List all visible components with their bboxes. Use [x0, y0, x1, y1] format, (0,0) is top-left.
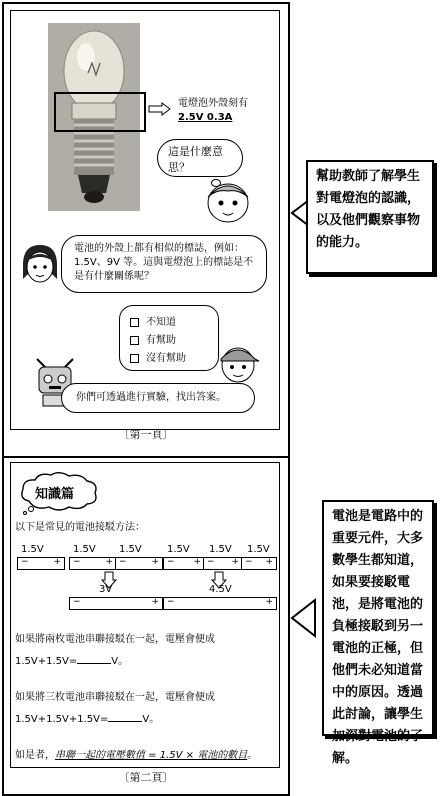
plus-terminal: +	[265, 597, 273, 607]
plus-terminal: +	[53, 557, 61, 567]
battery-voltage-label: 1.5V	[247, 544, 270, 555]
answer-blank[interactable]	[108, 721, 142, 722]
speech-bubble-question	[61, 235, 267, 293]
teacher-note-2-text: 電池是電路中的重要元件，大多數學生都知道，如果要接駁電池，是將電池的負極接駁到另一電池的正極，但他們未必知道當中的原因。透過此討論，讓學生加深對電池的了解。	[332, 509, 424, 766]
minus-terminal: −	[167, 597, 175, 607]
bulb-caption: 電燈泡外殼刻有	[178, 98, 248, 109]
speech-hint-text: 你們可透過進行實驗，找出答案。	[76, 392, 226, 403]
question-three-batteries: 如果將三枚電池串聯接駁在一起，電壓會便成	[15, 692, 215, 703]
knowledge-title: 知識篇	[35, 487, 75, 502]
plus-terminal: +	[105, 557, 113, 567]
page-1-label: 〔第一頁〕	[118, 428, 174, 441]
option-label: 有幫助	[146, 335, 176, 346]
page-2-label: 〔第二頁〕	[118, 771, 174, 784]
checkbox[interactable]	[130, 336, 139, 345]
conclusion-suffix: 。	[247, 750, 258, 761]
worksheet-page-1	[2, 2, 290, 458]
plus-terminal: +	[231, 557, 239, 567]
formula-text: 1.5V+1.5V+1.5V=	[15, 714, 109, 725]
answer-line-two	[15, 655, 128, 669]
boy-avatar	[201, 173, 255, 229]
battery-cell	[115, 557, 163, 570]
battery-voltage-label: 1.5V	[167, 544, 190, 555]
girl-avatar	[19, 243, 61, 291]
conclusion-text	[15, 749, 257, 763]
minus-terminal: −	[245, 557, 253, 567]
page-2-panel	[10, 462, 280, 768]
unit-text: V。	[111, 656, 129, 667]
battery-cell	[69, 557, 117, 570]
bulb-marking-highlight	[54, 92, 146, 132]
options-bubble	[119, 305, 219, 371]
conclusion-formula: 串聯一起的電壓數值 = 1.5V × 電池的數目	[55, 750, 248, 761]
plus-terminal: +	[151, 597, 159, 607]
pointer-arrow-icon	[148, 101, 172, 120]
battery-voltage-label: 1.5V	[119, 544, 142, 555]
battery-cell	[163, 557, 205, 570]
checkbox[interactable]	[130, 318, 139, 327]
page-1-panel	[10, 10, 280, 430]
option-label: 不知道	[146, 317, 176, 328]
battery-cell	[241, 557, 277, 570]
battery-voltage-label: 1.5V	[209, 544, 232, 555]
option-item[interactable]	[130, 350, 208, 368]
answer-blank[interactable]	[77, 663, 111, 664]
minus-terminal: −	[21, 557, 29, 567]
battery-cell	[203, 557, 243, 570]
boy-cap-avatar	[215, 339, 261, 389]
series-result-label: 3V	[99, 584, 113, 595]
minus-terminal: −	[73, 557, 81, 567]
teacher-note-1-text: 幫助教師了解學生對電燈泡的認識，以及他們觀察事物的能力。	[316, 169, 421, 250]
battery-voltage-label: 1.5V	[21, 544, 44, 555]
bulb-spec: 2.5V 0.3A	[178, 112, 233, 123]
option-label: 沒有幫助	[146, 353, 186, 364]
teacher-note-2	[322, 500, 434, 766]
unit-text: V。	[142, 714, 160, 725]
option-item[interactable]	[130, 332, 208, 350]
plus-terminal: +	[151, 557, 159, 567]
battery-voltage-label: 1.5V	[73, 544, 96, 555]
note-arrow-icon	[290, 590, 316, 650]
formula-text: 1.5V+1.5V=	[15, 656, 78, 667]
thought-bubble	[157, 139, 243, 177]
battery-cell	[17, 557, 65, 570]
minus-terminal: −	[167, 557, 175, 567]
minus-terminal: −	[119, 557, 127, 567]
combined-battery	[69, 597, 163, 610]
answer-line-three	[15, 713, 159, 727]
question-two-batteries: 如果將兩枚電池串聯接駁在一起，電壓會便成	[15, 634, 215, 645]
teacher-note-1	[306, 160, 434, 274]
minus-terminal: −	[73, 597, 81, 607]
option-item[interactable]	[130, 314, 208, 332]
thought-question: 這是什麼意思？	[168, 145, 223, 174]
worksheet-page-2	[2, 456, 290, 796]
checkbox[interactable]	[130, 354, 139, 363]
minus-terminal: −	[207, 557, 215, 567]
intro-text: 以下是常見的電池接駁方法：	[15, 522, 145, 533]
plus-terminal: +	[193, 557, 201, 567]
conclusion-prefix: 如是者，	[15, 750, 55, 761]
combined-battery	[163, 597, 277, 610]
speech-question-text: 電池的外殼上都有相似的標誌，例如：1.5V、9V 等。這與電燈泡上的標誌是不是有什麼關係呢？	[74, 243, 254, 282]
series-result-label: 4.5V	[209, 584, 232, 595]
plus-terminal: +	[265, 557, 273, 567]
speech-bubble-hint	[61, 383, 255, 413]
